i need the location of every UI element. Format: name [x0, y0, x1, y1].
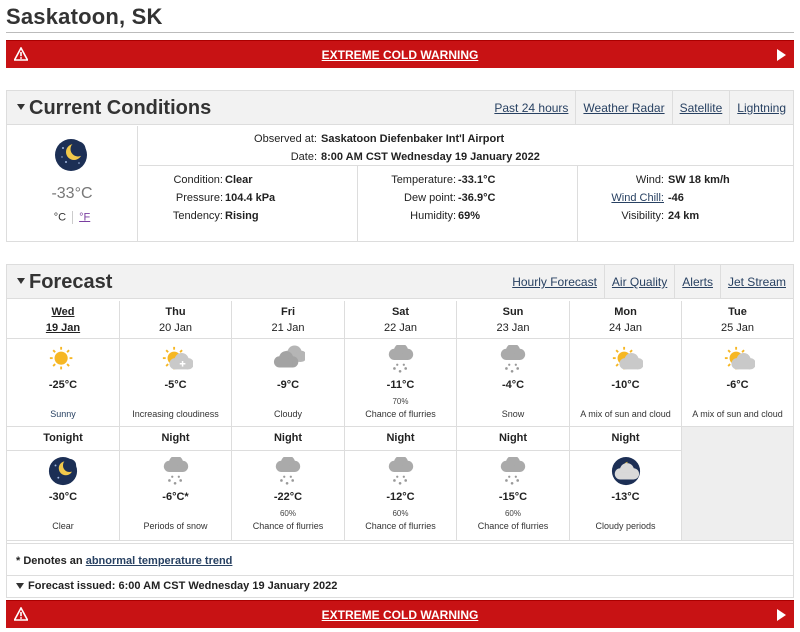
forecast-day-header — [682, 301, 793, 339]
forecast-summary: Chance of flurries — [477, 521, 549, 531]
forecast-day-cell — [682, 339, 793, 427]
forecast-high-temp: -6°C — [726, 379, 749, 391]
forecast-day-name: Sun — [502, 306, 524, 318]
forecast-header — [7, 265, 793, 299]
warning-link[interactable]: EXTREME COLD WARNING — [321, 608, 479, 622]
sun-cloud-plus-icon — [159, 345, 193, 375]
collapse-caret-icon[interactable] — [17, 104, 25, 110]
current-conditions-title[interactable]: Current Conditions — [17, 97, 211, 120]
forecast-summary: Clear — [52, 521, 74, 531]
extreme-cold-warning-banner[interactable] — [6, 40, 794, 68]
night-label: Night — [386, 432, 415, 444]
forecast-high-temp: -10°C — [611, 379, 640, 391]
title-divider — [6, 32, 794, 33]
forecast-day-header — [232, 301, 345, 339]
wind-chill-link[interactable]: Wind Chill: — [611, 192, 664, 204]
forecast-day-header — [7, 301, 120, 339]
forecast-night-cell — [120, 451, 232, 541]
forecast-summary: A mix of sun and cloud — [692, 409, 783, 419]
forecast-panel — [6, 264, 794, 544]
dew-point-value: -36.9°C — [458, 192, 496, 204]
abnormal-trend-note: * Denotes an abnormal temperature trend — [6, 544, 794, 576]
forecast-low-temp: -13°C — [611, 491, 640, 503]
forecast-high-temp: -9°C — [276, 379, 300, 391]
conditions-column-3: Wind: SW 18 km/h Wind Chill: -46 Visibility: 24 km — [577, 166, 793, 242]
jet-stream-link[interactable]: Jet Stream — [720, 265, 793, 298]
warning-link[interactable]: EXTREME COLD WARNING — [321, 48, 479, 62]
forecast-night-cell — [345, 451, 457, 541]
moon-icon — [54, 138, 88, 172]
sun-cloud-icon — [609, 345, 643, 375]
past-24-hours-link[interactable]: Past 24 hours — [494, 101, 569, 115]
cloud-icon — [271, 345, 305, 375]
forecast-day-cell — [570, 339, 682, 427]
snow-cloud-icon — [496, 457, 530, 487]
forecast-date: 21 Jan — [271, 322, 305, 334]
forecast-night-header — [120, 427, 232, 451]
current-conditions-panel: Current Conditions Past 24 hours Weather Radar Satellite Lightning -33°C °C °F Observed at: Saskatoon Diefenbaker Int'l Airport Date: 8:00 AM CST Wednesday 19 January 2022 Condition: Clear Pressure: 104.4 kPa Tendency: Rising Temperature: -33.1°C Dew point: -36.9°C Humidity: 69% Wind: SW 18 km/h Wind Chill: -46 Visibility: 24 km — [6, 90, 794, 242]
forecast-day-header — [120, 301, 232, 339]
forecast-night-cell — [570, 451, 682, 541]
forecast-day-name: Thu — [165, 306, 186, 318]
forecast-night-header — [457, 427, 570, 451]
forecast-date: 23 Jan — [496, 322, 530, 334]
temperature-value: -33.1°C — [458, 174, 496, 186]
snow-cloud-icon — [384, 345, 418, 375]
forecast-day-header — [570, 301, 682, 339]
forecast-low-temp: -22°C — [273, 491, 303, 503]
forecast-night-cell — [457, 451, 570, 541]
lightning-link[interactable]: Lightning — [729, 91, 793, 124]
night-label: Tonight — [43, 432, 83, 444]
visibility-value: 24 km — [668, 210, 700, 222]
abnormal-trend-link[interactable]: abnormal temperature trend — [85, 555, 233, 567]
current-conditions-header — [7, 91, 793, 125]
conditions-column-2: Temperature: -33.1°C Dew point: -36.9°C Humidity: 69% — [357, 166, 577, 242]
expand-caret-icon[interactable] — [16, 583, 24, 589]
moon-cloud-icon — [609, 457, 643, 487]
forecast-day-name: Fri — [280, 306, 296, 318]
wind-chill-value: -46 — [668, 192, 684, 204]
expand-arrow-icon[interactable] — [777, 609, 786, 621]
page-title: Saskatoon, SK — [6, 4, 163, 29]
current-temperature: -33°C — [51, 185, 93, 202]
snow-cloud-icon — [159, 457, 193, 487]
forecast-day-header — [345, 301, 457, 339]
forecast-night-cell — [232, 451, 345, 541]
forecast-day-name: Sat — [391, 306, 410, 318]
forecast-date: 25 Jan — [720, 322, 755, 334]
observation-date: 8:00 AM CST Wednesday 19 January 2022 — [321, 151, 540, 163]
night-label: Night — [273, 432, 303, 444]
forecast-summary: Cloudy — [273, 409, 302, 419]
forecast-day-cell — [7, 339, 120, 427]
conditions-column-1: Condition: Clear Pressure: 104.4 kPa Tendency: Rising — [172, 174, 276, 222]
forecast-summary: Sunny — [50, 409, 76, 419]
forecast-high-temp: -5°C — [164, 379, 187, 391]
forecast-summary: Cloudy periods — [595, 521, 656, 531]
empty-night-cell — [682, 427, 793, 541]
fahrenheit-link[interactable]: °F — [79, 211, 91, 224]
forecast-day-header — [457, 301, 570, 339]
precipitation-probability: 60% — [392, 509, 409, 518]
celsius-unit: °C — [53, 211, 67, 224]
forecast-summary: Chance of flurries — [252, 521, 324, 531]
forecast-day-name: Wed — [51, 306, 75, 318]
forecast-summary: Snow — [501, 409, 525, 419]
forecast-night-header — [345, 427, 457, 451]
forecast-high-temp: -11°C — [386, 379, 415, 391]
extreme-cold-warning-banner-bottom[interactable] — [6, 600, 794, 628]
forecast-summary: Periods of snow — [143, 521, 208, 531]
conditions-grid — [139, 165, 793, 241]
forecast-day-cell — [457, 339, 570, 427]
forecast-title[interactable]: Forecast — [17, 271, 112, 294]
forecast-night-header — [7, 427, 120, 451]
condition-value: Clear — [225, 174, 253, 186]
unit-toggle — [7, 211, 137, 224]
sun-cloud-icon — [721, 345, 755, 375]
humidity-value: 69% — [458, 210, 481, 222]
night-label: Night — [161, 432, 190, 444]
snow-cloud-icon — [384, 457, 418, 487]
forecast-night-cell — [7, 451, 120, 541]
air-quality-link[interactable]: Air Quality — [604, 265, 674, 298]
alerts-link[interactable]: Alerts — [674, 265, 720, 298]
forecast-day-name: Mon — [614, 306, 637, 318]
moon-icon — [46, 457, 80, 487]
forecast-summary: Chance of flurries — [365, 521, 436, 531]
precipitation-probability: 60% — [279, 509, 296, 518]
satellite-link[interactable]: Satellite — [672, 91, 730, 124]
precipitation-probability: 70% — [392, 397, 409, 406]
snow-cloud-icon — [496, 345, 530, 375]
wind-value: SW 18 km/h — [668, 174, 730, 186]
pressure-value: 104.4 kPa — [225, 192, 276, 204]
hourly-forecast-link[interactable]: Hourly Forecast — [512, 275, 597, 289]
forecast-high-temp: -25°C — [48, 379, 78, 391]
forecast-day-cell — [345, 339, 457, 427]
forecast-summary: Chance of flurries — [365, 409, 436, 419]
current-icon-area — [7, 126, 138, 242]
forecast-summary: A mix of sun and cloud — [580, 409, 671, 419]
forecast-date: 22 Jan — [383, 322, 418, 334]
forecast-night-header — [232, 427, 345, 451]
forecast-day-name: Tue — [728, 306, 747, 318]
weather-radar-link[interactable]: Weather Radar — [575, 91, 671, 124]
night-label: Night — [611, 432, 640, 444]
forecast-day-cell — [232, 339, 345, 427]
observation-station: Saskatoon Diefenbaker Int'l Airport — [321, 133, 505, 145]
precipitation-probability: 60% — [504, 509, 521, 518]
forecast-night-header — [570, 427, 682, 451]
forecast-issued-row[interactable]: Forecast issued: 6:00 AM CST Wednesday 19 January 2022 — [6, 576, 794, 598]
collapse-caret-icon[interactable] — [17, 278, 25, 284]
forecast-low-temp: -12°C — [386, 491, 415, 503]
tendency-value: Rising — [225, 210, 259, 222]
forecast-low-temp: -15°C — [498, 491, 528, 503]
expand-arrow-icon[interactable] — [777, 49, 786, 61]
forecast-date: 20 Jan — [158, 322, 193, 334]
snow-cloud-icon — [271, 457, 305, 487]
forecast-summary: Increasing cloudiness — [132, 409, 219, 419]
forecast-low-temp: -30°C — [48, 491, 78, 503]
night-label: Night — [498, 432, 528, 444]
forecast-date: 24 Jan — [608, 322, 643, 334]
sun-icon — [46, 345, 80, 375]
forecast-low-temp: -6°C* — [162, 491, 189, 503]
forecast-high-temp: -4°C — [501, 379, 525, 391]
forecast-date: 19 Jan — [45, 322, 81, 334]
forecast-day-cell — [120, 339, 232, 427]
